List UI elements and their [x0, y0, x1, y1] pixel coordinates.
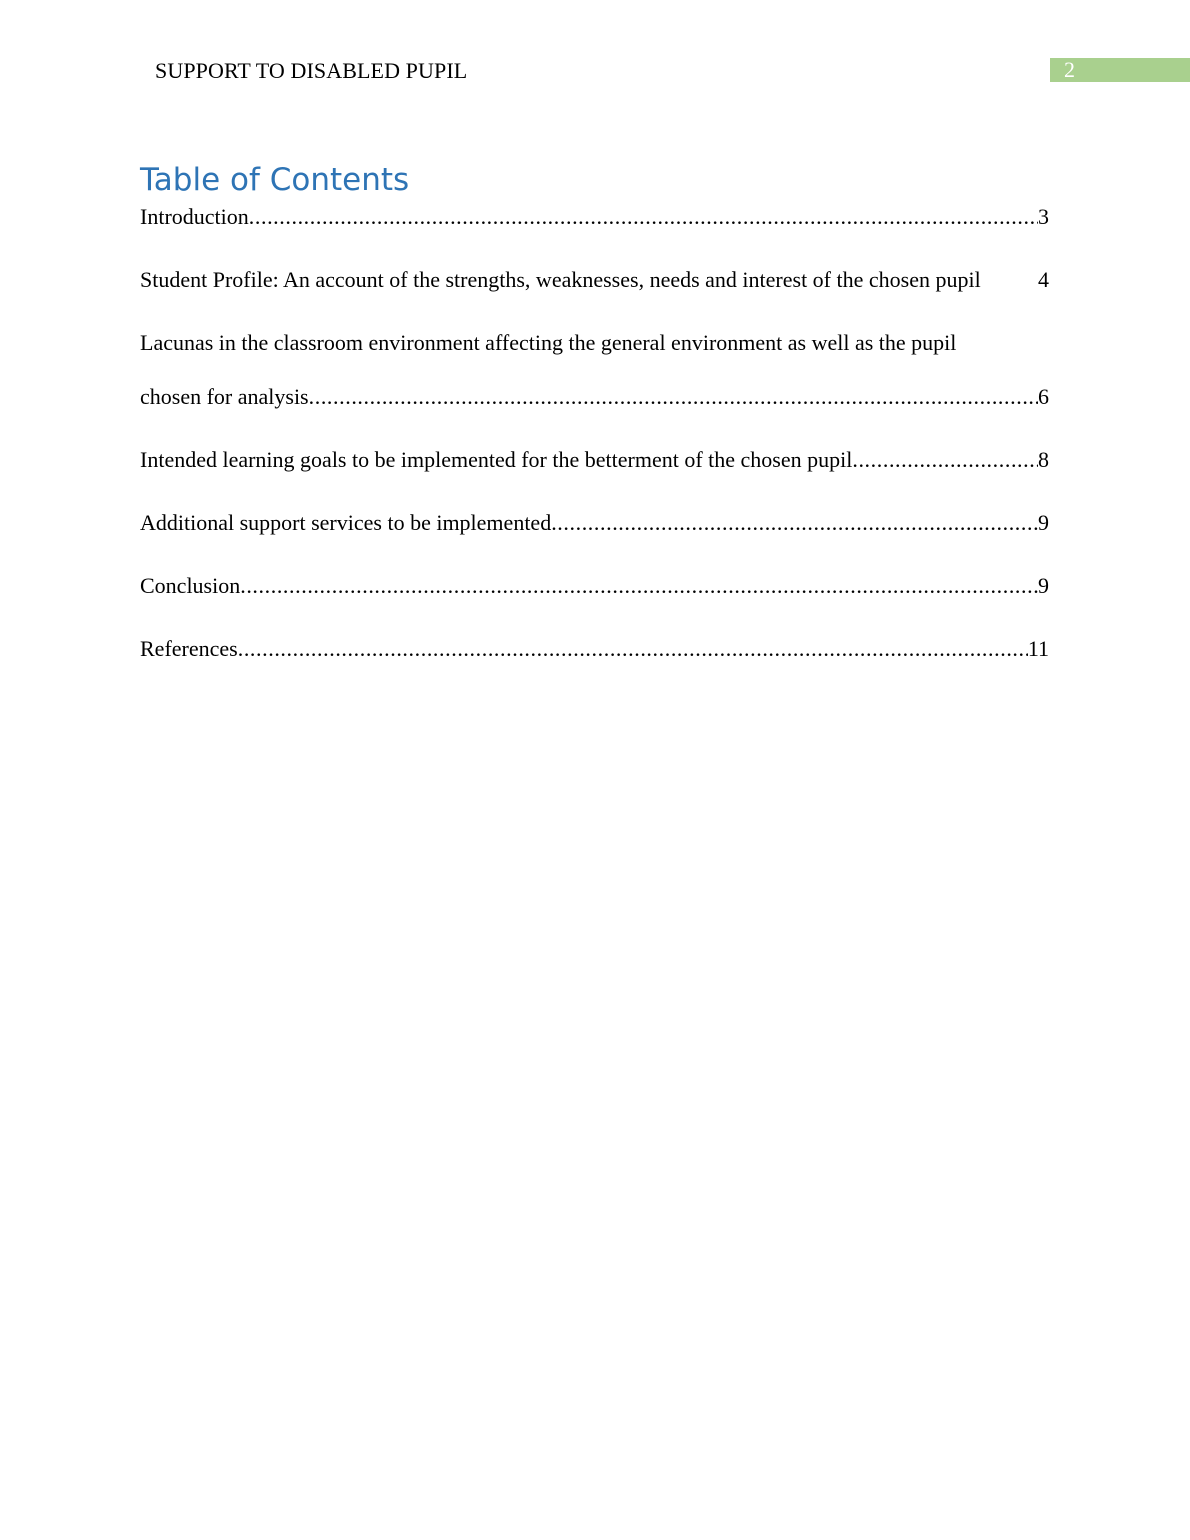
- toc-entry-introduction[interactable]: [140, 199, 1049, 235]
- toc-entry-conclusion[interactable]: [140, 568, 1049, 604]
- dot-leader: [249, 199, 1038, 235]
- toc-entry-support-services[interactable]: [140, 505, 1049, 541]
- toc-entry-page: 3: [1038, 204, 1049, 229]
- dot-leader: [852, 442, 1038, 478]
- toc-entry-label: References: [140, 636, 238, 661]
- toc-entry-label: chosen for analysis: [140, 384, 309, 409]
- toc-entry-page: 11: [1027, 636, 1049, 661]
- running-head: SUPPORT TO DISABLED PUPIL: [155, 58, 468, 83]
- dot-leader: [551, 505, 1038, 541]
- page-number: 2: [1064, 57, 1075, 82]
- toc-entry-page: 9: [1038, 573, 1049, 598]
- toc-entry-page: 6: [1038, 384, 1049, 409]
- toc-title: Table of Contents: [140, 162, 410, 198]
- toc-entry-page: 8: [1038, 447, 1049, 472]
- toc-entry-label: Conclusion: [140, 573, 241, 598]
- dot-leader: [240, 568, 1038, 604]
- toc-entry-student-profile[interactable]: [140, 262, 1049, 298]
- page-number-tab: [1050, 58, 1190, 82]
- toc-entry-learning-goals[interactable]: [140, 442, 1049, 478]
- dot-leader: [309, 379, 1038, 415]
- toc-entry-label: Intended learning goals to be implemented for the betterment of the chosen pupil: [140, 447, 853, 472]
- table-of-contents: [140, 199, 1049, 694]
- dot-leader: [238, 631, 1028, 667]
- toc-entry-page: 4: [1038, 267, 1049, 292]
- toc-entry-lacunas[interactable]: [140, 325, 1049, 415]
- toc-entry-page: 9: [1038, 510, 1049, 535]
- toc-entry-label: Introduction: [140, 204, 249, 229]
- toc-entry-references[interactable]: [140, 631, 1049, 667]
- toc-entry-label: Additional support services to be implemented: [140, 510, 552, 535]
- toc-entry-label-line1: Lacunas in the classroom environment affecting the general environment as well as the pupil: [140, 330, 957, 355]
- toc-entry-label: Student Profile: An account of the strengths, weaknesses, needs and interest of the chosen pupil: [140, 267, 981, 292]
